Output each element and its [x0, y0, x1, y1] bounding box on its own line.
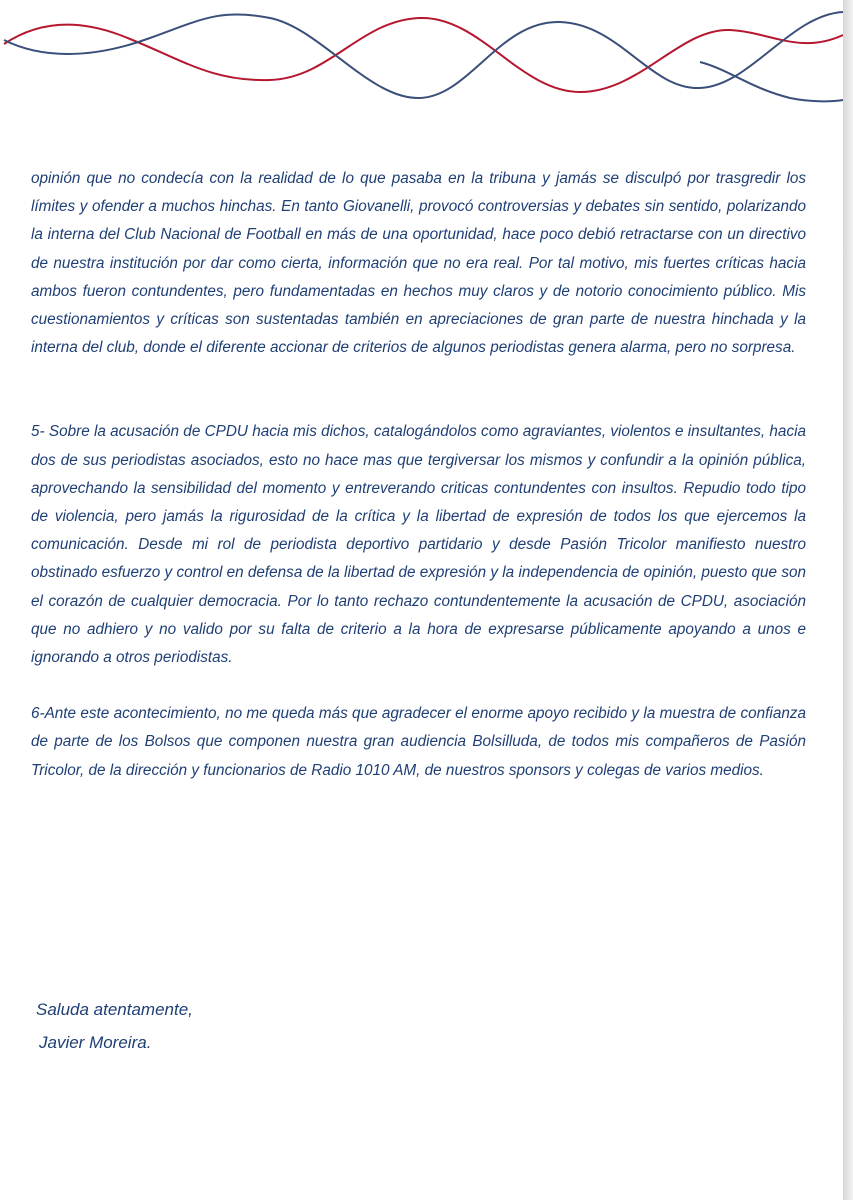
navy-wave-line [4, 12, 843, 98]
letter-body [31, 165, 806, 785]
signature-name: Javier Moreira. [39, 1033, 152, 1052]
paragraph-point-6: 6-Ante este acontecimiento, no me queda más que agradecer el enorme apoyo recibido y la muestra de confianza de parte de los Bolsos que componen nuestra gran audiencia Bolsilluda, de todos mis compañeros de Pasión Tricolor, de la dirección y funcionarios de Radio 1010 AM, de nuestros sponsors y colegas de varios medios. [31, 705, 806, 779]
page-edge-shadow [843, 0, 853, 1200]
navy-wave-tail [700, 62, 843, 101]
paragraph-opinion: opinión que no condecía con la realidad de lo que pasaba en la tribuna y jamás se disculpó por trasgredir los límites y ofender a muchos hinchas. En tanto Giovanelli, provocó controversias y debates sin sentido, polarizando la interna del Club Nacional de Football en más de una oportunidad, hace poco debió retractarse con un directivo de nuestra institución por dar como cierta, información que no era real. Por tal motivo, mis fuertes críticas hacia ambos fueron contundentes, pero fundamentadas en hechos muy claros y de notorio conocimiento público. Mis cuestionamientos y críticas son sustentadas también en apreciaciones de gran parte de nuestra hinchada y la interna del club, donde el diferente accionar de criterios de algunos periodistas genera alarma, pero no sorpresa. [31, 170, 806, 357]
letter-closing [36, 993, 193, 1059]
red-wave-line [4, 18, 843, 92]
paragraph-point-5: 5- Sobre la acusación de CPDU hacia mis dichos, catalogándolos como agraviantes, violentos e insultantes, hacia dos de sus periodistas asociados, esto no hace mas que tergiversar los mismos y confundir a la opinión pública, aprovechando la sensibilidad del momento y entreverando criticas contundentes con insultos. Repudio todo tipo de violencia, pero jamás la rigurosidad de la crítica y la libertad de expresión de todos los que ejercemos la comunicación. Desde mi rol de periodista deportivo partidario y desde Pasión Tricolor manifiesto nuestro obstinado esfuerzo y control en defensa de la libertad de expresión y la independencia de opinión, puesto que son el corazón de cualquier democracia. Por lo tanto rechazo contundentemente la acusación de CPDU, asociación que no adhiero y no valido por su falta de criterio a la hora de expresarse públicamente apoyando a unos e ignorando a otros periodistas. [31, 423, 806, 667]
closing-salutation: Saluda atentamente, [36, 1000, 193, 1019]
header-wave-decoration [0, 0, 853, 110]
